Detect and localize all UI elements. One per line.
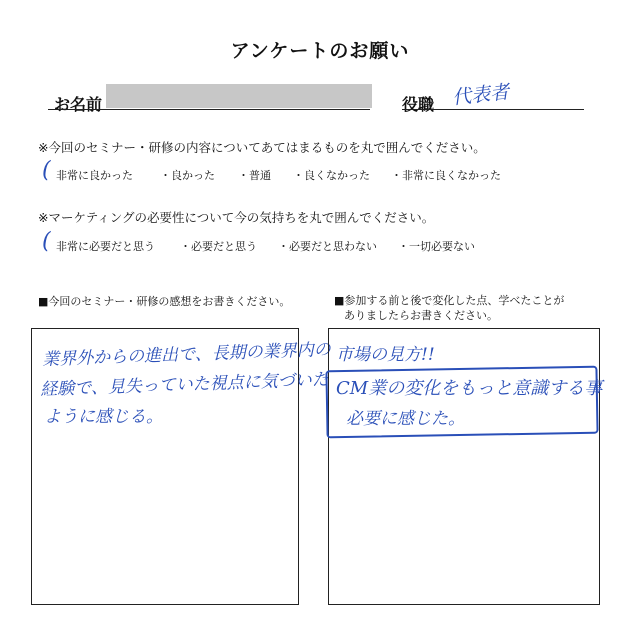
q2-option-2[interactable]: ・ 必要だと思う <box>180 238 278 254</box>
role-handwritten-value: 代表者 <box>451 81 511 109</box>
q1-option-3[interactable]: ・ 普通 <box>238 167 293 183</box>
role-underline <box>402 109 584 110</box>
form-title: アンケートのお願い <box>230 40 410 62</box>
box-1-label: ■今回のセミナー・研修の感想をお書きください。 <box>38 295 291 308</box>
q2-option-3[interactable]: ・ 必要だと思わない <box>278 238 398 254</box>
name-underline <box>48 109 370 110</box>
question-1-text: ※今回のセミナー・研修の内容についてあてはまるものを丸で囲んでください。 <box>38 140 486 155</box>
learnings-line-1: 市場の見方!! <box>336 345 435 365</box>
box-2-label-line-2: ありましたらお書きください。 <box>344 309 498 322</box>
q1-option-2[interactable]: ・ 良かった <box>160 167 238 183</box>
learnings-line-3: 必要に感じた。 <box>346 409 465 429</box>
question-2-text: ※マーケティングの必要性について今の気持ちを丸で囲んでください。 <box>38 210 435 225</box>
question-2-options <box>56 238 616 254</box>
q1-option-4[interactable]: ・ 良くなかった <box>293 167 391 183</box>
learnings-line-2: CM業の変化をもっと意識する事 <box>336 378 603 399</box>
name-label: お名前 <box>54 95 103 114</box>
impressions-line-2: 経験で、見失っていた視点に気づいた <box>39 369 330 401</box>
impressions-line-1: 業界外からの進出で、長期の業界内の <box>41 339 332 371</box>
box-2-label-line-1: ■参加する前と後で変化した点、学べたことが <box>334 294 565 307</box>
q2-option-4[interactable]: ・ 一切必要ない <box>398 238 475 254</box>
box-2-label <box>334 293 564 323</box>
question-1-options <box>56 167 616 183</box>
impressions-line-3: ように感じる。 <box>44 407 163 427</box>
q2-option-1[interactable]: 非常に必要だと思う <box>56 240 155 253</box>
q1-option-5[interactable]: ・ 非常に良くなかった <box>391 167 501 183</box>
q1-option-1[interactable]: 非常に良かった <box>56 169 133 182</box>
selected-circle-mark-q2: ( <box>42 229 51 254</box>
role-label: 役職 <box>402 95 435 114</box>
selected-circle-mark-q1: ( <box>42 158 51 183</box>
name-redaction <box>106 84 372 108</box>
